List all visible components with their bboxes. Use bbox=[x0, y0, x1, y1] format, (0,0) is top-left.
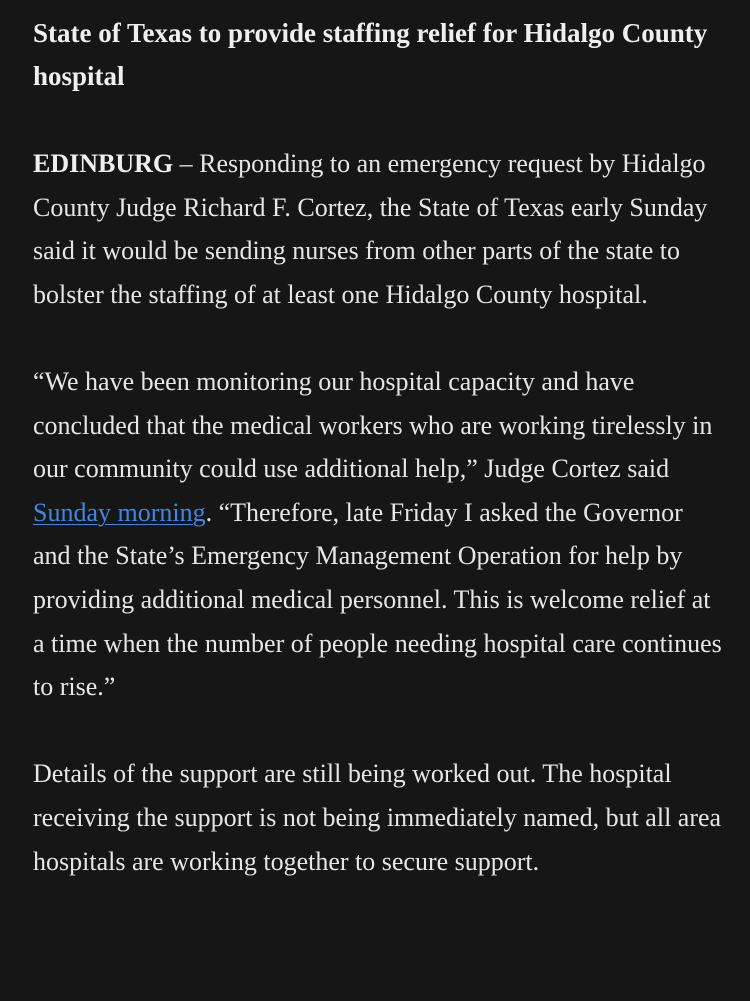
article-paragraph-1 bbox=[33, 142, 723, 316]
article-paragraph-2 bbox=[33, 360, 723, 709]
article bbox=[33, 12, 723, 883]
paragraph-1-text: – Responding to an emergency request by Hidalgo County Judge Richard F. Cortez, the State of Texas early Sunday said it would be sending nurses from other parts of the state to bolster the staffing of at least one Hidalgo County hospital. bbox=[33, 149, 708, 309]
article-paragraph-3: Details of the support are still being worked out. The hospital receiving the support is not being immediately named, but all area hospitals are working together to secure support. bbox=[33, 759, 722, 876]
paragraph-2-text-end: . “Therefore, late Friday I asked the Governor and the State’s Emergency Management Operation for help by providing additional medical personnel. This is welcome relief at a time when the number of people needing hospital care continues to rise.” bbox=[33, 497, 722, 702]
article-headline: State of Texas to provide staffing relief for Hidalgo County hospital bbox=[33, 18, 708, 91]
sunday-morning-link[interactable]: Sunday morning bbox=[33, 497, 206, 527]
paragraph-2-text-start: “We have been monitoring our hospital capacity and have concluded that the medical workers who are working tirelessly in our community could use additional help,” Judge Cortez said bbox=[33, 366, 713, 484]
dateline: EDINBURG bbox=[33, 149, 174, 178]
